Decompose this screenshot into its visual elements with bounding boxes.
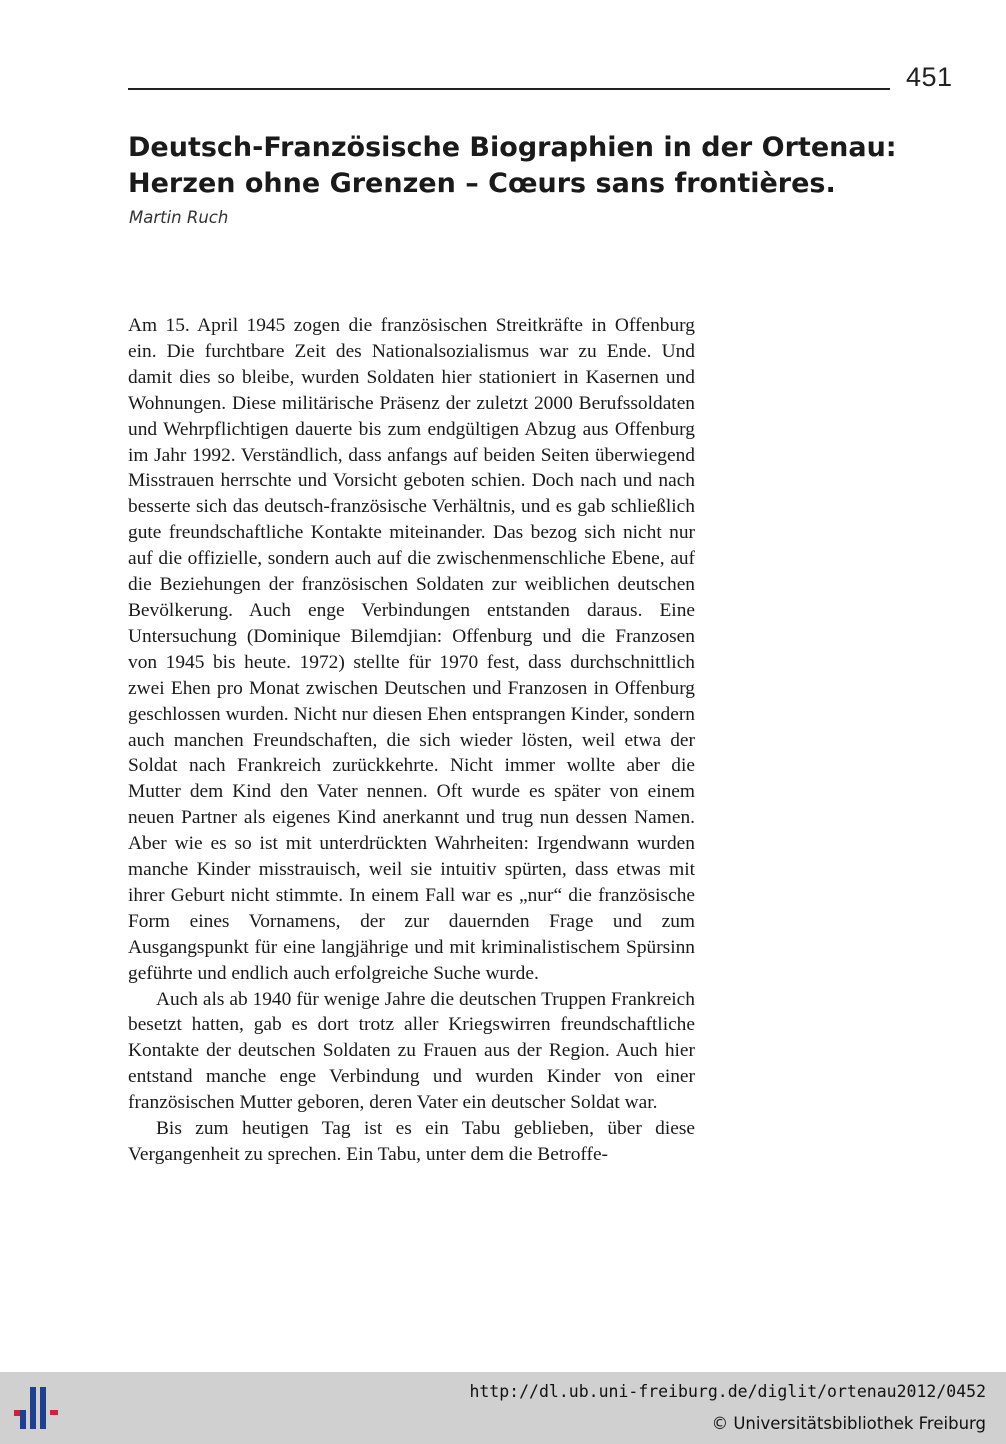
footer-copyright: © Universitätsbibliothek Freiburg (711, 1414, 986, 1433)
paragraph: Auch als ab 1940 für wenige Jahre die deutschen Truppen Frankreich besetzt hatten, gab es dort trotz aller Kriegswirren freundschaftliche Kontakte der deutschen Soldaten zu Frauen aus der Region. Auch hier entstand manche enge Verbindung und wurden Kinder von einer französischen Mutter geboren, deren Vater ein deutscher Soldat war. (128, 988, 695, 1114)
header-rule (128, 88, 890, 90)
paragraph: Bis zum heutigen Tag ist es ein Tabu geblieben, über diese Vergangenheit zu sprechen. Ein Tabu, unter dem die Betroffe- (128, 1118, 695, 1165)
article-title-line-2: Herzen ohne Grenzen – Cœurs sans frontières. (128, 168, 836, 199)
article-body (128, 313, 695, 1168)
ub-freiburg-logo-icon (14, 1384, 62, 1432)
footer-bar (0, 1372, 1006, 1444)
article-title-line-1: Deutsch-Französische Biographien in der Ortenau: (128, 132, 897, 163)
article-title (128, 130, 928, 202)
author-name: Martin Ruch (129, 208, 229, 227)
page-number: 451 (906, 62, 953, 92)
paragraph: Am 15. April 1945 zogen die französischen Streitkräfte in Offenburg ein. Die furchtbare Zeit des Nationalsozialismus war zu Ende. Und damit dies so bleibe, wurden Soldaten hier stationiert in Kasernen und Wohnungen. Diese militärische Präsenz der zuletzt 2000 Berufssoldaten und Wehrpflichtigen dauerte bis zum endgültigen Abzug aus Offenburg im Jahr 1992. Verständlich, dass anfangs auf beiden Seiten überwiegend Misstrauen herrschte und Vorsicht geboten schien. Doch nach und nach besserte sich das deutsch-französische Verhältnis, und es gab schließlich gute freundschaftliche Kontakte miteinander. Das bezog sich nicht nur auf die offizielle, sondern auch auf die zwischenmenschliche Ebene, auf die Beziehungen der französischen Soldaten zur weiblichen deutschen Bevölkerung. Auch enge Verbindungen entstanden daraus. Eine Untersuchung (Dominique Bilemdjian: Offenburg und die Franzosen von 1945 bis heute. 1972) stellte für 1970 fest, dass durchschnittlich zwei Ehen pro Monat zwischen Deutschen und Franzosen in Offenburg geschlossen wurden. Nicht nur diesen Ehen entsprangen Kinder, sondern auch manchen Freundschaften, die sich wieder lösten, weil etwa der Soldat nach Frankreich zurückkehrte. Nicht immer wollte aber die Mutter dem Kind den Vater nennen. Oft wurde es später von einem neuen Partner als eigenes Kind anerkannt und trug nun dessen Namen. Aber wie es so ist mit unterdrückten Wahrheiten: Irgendwann wurden manche Kinder misstrauisch, weil sie intuitiv spürten, dass etwas mit ihrer Geburt nicht stimmte. In einem Fall war es „nur“ die französische Form eines Vornamens, der zur dauernden Frage und zum Ausgangspunkt für eine langjährige und mit kriminalistischem Spürsinn geführte und endlich auch erfolgreiche Suche wurde. (128, 315, 695, 984)
footer-url-link[interactable]: http://dl.ub.uni-freiburg.de/diglit/ortenau2012/0452 (469, 1382, 986, 1401)
